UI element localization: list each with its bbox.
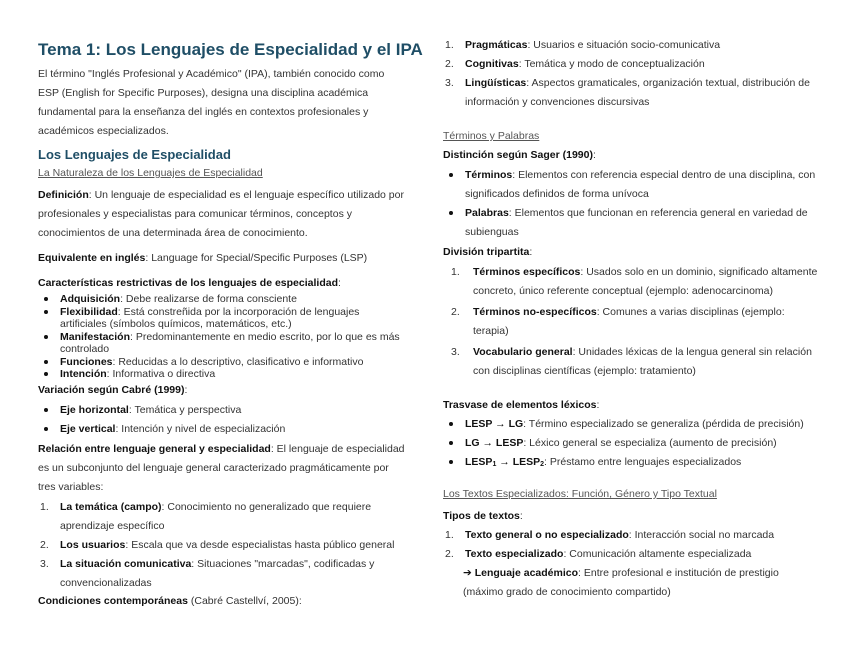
types-label: Tipos de textos bbox=[443, 510, 520, 522]
list-item: LG → LESP: Léxico general se especializa (aumento de precisión) bbox=[443, 434, 818, 453]
tripartite-heading: División tripartita: bbox=[443, 246, 533, 258]
subheading-naturaleza: La Naturaleza de los Lenguajes de Especialidad bbox=[38, 167, 263, 179]
list-item: 3. La situación comunicativa: Situaciones "marcadas", codificadas y convencionalizadas bbox=[40, 558, 375, 589]
relation-paragraph bbox=[38, 440, 408, 497]
section-heading-lenguajes: Los Lenguajes de Especialidad bbox=[38, 147, 231, 162]
list-item: 2. Cognitivas: Temática y modo de conceptualización bbox=[445, 58, 705, 70]
list-item: Funciones: Reducidas a lo descriptivo, clasificativo e informativo bbox=[38, 356, 408, 369]
variation-list bbox=[38, 401, 408, 439]
restrictive-label: Características restrictivas de los lenguajes de especialidad bbox=[38, 277, 338, 289]
list-item: Eje vertical: Intención y nivel de especialización bbox=[38, 420, 408, 439]
variation-heading: Variación según Cabré (1999): bbox=[38, 384, 188, 396]
types-heading: Tipos de textos: bbox=[443, 510, 523, 522]
list-item: 3. Lingüísticas: Aspectos gramaticales, organización textual, distribución de información y convenciones discursivas bbox=[445, 77, 810, 108]
list-item: 1. Pragmáticas: Usuarios e situación socio-comunicativa bbox=[445, 39, 721, 51]
english-label: Equivalente en inglés bbox=[38, 252, 146, 264]
list-item: 1. Términos específicos: Usados solo en un dominio, significado altamente concreto, único referente conceptual (ejemplo: adenocarcinoma) bbox=[451, 266, 818, 297]
subheading-terminos: Términos y Palabras bbox=[443, 130, 540, 142]
list-item: 2. Texto especializado: Comunicación altamente especializada bbox=[445, 548, 752, 560]
conditions-list bbox=[443, 36, 818, 112]
sager-label: Distinción según Sager (1990) bbox=[443, 149, 593, 161]
contemporary-text: (Cabré Castellví, 2005): bbox=[187, 595, 302, 607]
intro-paragraph: El término "Inglés Profesional y Académico" (IPA), también conocido como ESP (English for Specific Purposes), designa una disciplina académica fundamental para la enseñanza del inglés en contextos profesionales y académicos especializados. bbox=[38, 68, 385, 137]
contemporary-label: Condiciones contemporáneas bbox=[38, 595, 188, 607]
list-item: 1. La temática (campo): Conocimiento no generalizado que requiere aprendizaje específico bbox=[40, 501, 372, 532]
types-list bbox=[443, 526, 818, 564]
english-equivalent bbox=[38, 249, 408, 268]
relation-text: : El lenguaje de especialidad es un subconjunto del lenguaje general caracterizado pragmáticamente por tres variables: bbox=[38, 443, 405, 493]
relation-label: Relación entre lenguaje general y especialidad bbox=[38, 443, 271, 455]
arrow-icon: ➔ bbox=[463, 567, 475, 579]
definition-label: Definición bbox=[38, 189, 89, 201]
list-item: Eje horizontal: Temática y perspectiva bbox=[38, 401, 408, 420]
transfer-label: Trasvase de elementos léxicos bbox=[443, 399, 597, 411]
list-item: 2. Los usuarios: Escala que va desde especialistas hasta público general bbox=[40, 539, 395, 551]
tripartite-list bbox=[443, 263, 818, 381]
definition-paragraph bbox=[38, 186, 408, 243]
page-title: Tema 1: Los Lenguajes de Especialidad y el IPA bbox=[38, 40, 423, 59]
subheading-textos: Los Textos Especializados: Función, Género y Tipo Textual bbox=[443, 488, 717, 500]
academic-language-item: ➔ Lenguaje académico: Entre profesional e institución de prestigio (máximo grado de conocimiento compartido) bbox=[463, 567, 779, 598]
transfer-list bbox=[443, 415, 818, 474]
list-item: Palabras: Elementos que funcionan en referencia general en variedad de subienguas bbox=[443, 204, 818, 242]
definition-text: : Un lenguaje de especialidad es el lenguaje específico utilizado por profesionales y especialistas para comunicar términos, conceptos y conocimientos de una determinada área de conocimiento. bbox=[38, 189, 404, 239]
relation-list bbox=[38, 498, 408, 593]
english-text: : Language for Special/Specific Purposes (LSP) bbox=[145, 252, 368, 264]
restrictive-list bbox=[38, 293, 408, 381]
list-item: LESP1 → LESP2: Préstamo entre lenguajes especializados bbox=[443, 453, 818, 474]
list-item: Flexibilidad: Está constreñida por la incorporación de lenguajes artificiales (símbolos químicos, matemáticos, etc.) bbox=[38, 306, 408, 331]
list-item: 3. Vocabulario general: Unidades léxicas de la lengua general sin relación con disciplinas científicas (ejemplo: tratamiento) bbox=[451, 346, 812, 377]
transfer-heading: Trasvase de elementos léxicos: bbox=[443, 399, 600, 411]
list-item: Adquisición: Debe realizarse de forma consciente bbox=[38, 293, 408, 306]
sager-heading: Distinción según Sager (1990): bbox=[443, 149, 596, 161]
list-item: Términos: Elementos con referencia especial dentro de una disciplina, con significados definidos de forma unívoca bbox=[443, 166, 818, 204]
sager-list bbox=[443, 166, 818, 242]
contemporary-heading bbox=[38, 592, 408, 611]
restrictive-heading: Características restrictivas de los lenguajes de especialidad: bbox=[38, 277, 341, 289]
list-item: Intención: Informativa o directiva bbox=[38, 368, 408, 381]
tripartite-label: División tripartita bbox=[443, 246, 530, 258]
list-item: 2. Términos no-específicos: Comunes a varias disciplinas (ejemplo: terapia) bbox=[451, 306, 785, 337]
variation-label: Variación según Cabré (1999) bbox=[38, 384, 185, 396]
list-item: Manifestación: Predominantemente en medio escrito, por lo que es más controlado bbox=[38, 331, 408, 356]
list-item: LESP → LG: Término especializado se generaliza (pérdida de precisión) bbox=[443, 415, 818, 434]
list-item: 1. Texto general o no especializado: Interacción social no marcada bbox=[445, 529, 775, 541]
